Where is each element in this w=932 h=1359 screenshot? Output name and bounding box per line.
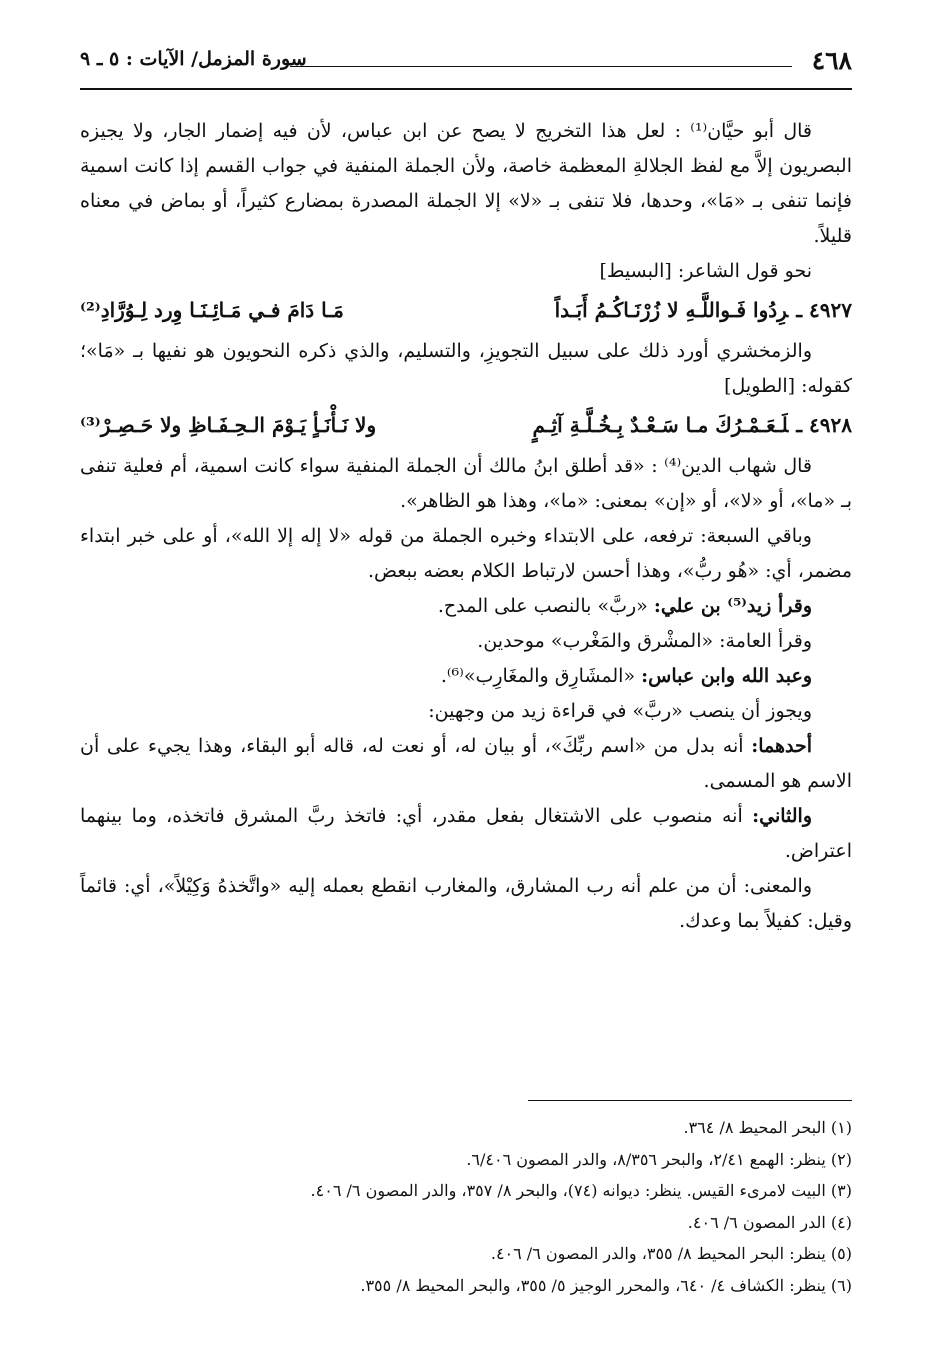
verse-second-hemistich: مَـا دَامَ فـي مَـائِـنَـا وِرد لِـوُرَّادِ⁽²⁾ — [80, 298, 344, 322]
paragraph-text: «المشَارِق والمغَارِب»⁽⁶⁾. — [440, 665, 642, 687]
paragraph-two-aspects: ويجوز أن ينصب «ربَّ» في قراءة زيد من وجهين: — [428, 700, 812, 722]
verse-number: ٤٩٢٨ ـ — [796, 413, 852, 437]
poem-verse-4928 — [80, 408, 852, 443]
bold-lead: وعبد الله وابن عباس: — [641, 665, 812, 687]
footnote-separator — [528, 1100, 852, 1101]
footnote-2: (٢) ينظر: الهمع ٢/٤١، والبحر ٨/٣٥٦، والدر المصون ٦/٤٠٦. — [466, 1149, 852, 1169]
paragraph-second-aspect — [80, 799, 852, 869]
paragraph-zayd-reading — [80, 589, 852, 624]
footnote-4: (٤) الدر المصون ٦/ ٤٠٦. — [687, 1212, 852, 1232]
verse-number: ٤٩٢٧ ـ — [796, 298, 852, 322]
paragraph-text: «ربَّ» بالنصب على المدح. — [437, 595, 654, 617]
verse-first-hemistich: لَـعَـمْـرُكَ مـا سَـعْـدٌ بِـخُـلَّـةِ آثِـمٍ — [532, 413, 789, 437]
paragraph-zamakhshari: والزمخشري أورد ذلك على سبيل التجويزِ، والتسليم، والذي ذكره النحويون هو نفيها بـ «مَا»؛ كقوله: [الطويل] — [80, 340, 852, 397]
bold-lead: وقرأ زيد⁽⁵⁾ بن علي: — [653, 595, 812, 617]
paragraph-shihab-aldin: قال شهاب الدين⁽⁴⁾ : «قد أطلق ابنُ مالك أن الجملة المنفية سواء كانت اسمية، أم فعلية تنفى بـ «ما»، أو «لا»، أو «إن» بمعنى: «ما»، وهذا هو الظاهر». — [80, 455, 852, 512]
verse-first-hemistich: رِدُوا فَـواللَّـهِ لا زُرْنَـاكُـمُ أَبَـداً — [554, 298, 789, 322]
footnote-6: (٦) ينظر: الكشاف ٤/ ٦٤٠، والمحرر الوجيز ٥/ ٣٥٥، والبحر المحيط ٨/ ٣٥٥. — [360, 1275, 852, 1295]
footnote-5: (٥) ينظر: البحر المحيط ٨/ ٣٥٥، والدر المصون ٦/ ٤٠٦. — [490, 1244, 852, 1263]
header-rule — [80, 88, 852, 90]
paragraph-meaning: والمعنى: أن من علم أنه رب المشارق، والمغارب انقطع بعمله إليه «واتَّخذهُ وَكِيْلاً»، أي: قائماً وقيل: كفيلاً بما وعدك. — [80, 875, 852, 932]
footnote-1: (١) البحر المحيط ٨/ ٣٦٤. — [683, 1118, 852, 1137]
footnotes — [80, 1112, 852, 1301]
page-number: ٤٦٨ — [811, 46, 852, 75]
paragraph-abu-hayyan: قال أبو حيَّان⁽¹⁾ : لعل هذا التخريج لا يصح عن ابن عباس، لأن فيه إضمار الجار، ولا يجيزه البصريون إلاَّ مع لفظ الجلالةِ المعظمة خاصة، ولأن الجملة المنفية في جواب القسم إذا كانت اسمية فإنما تنفى بـ «مَا»، وحدها، فلا تنفى بـ «لا» إلا الجملة المصدرة بمضارع كثيراً، أو بماض في معناه قليلاً. — [80, 120, 852, 247]
bold-lead: أحدهما: — [751, 735, 812, 757]
paragraph-first-aspect — [80, 729, 852, 799]
paragraph-seven-readers: وباقي السبعة: ترفعه، على الابتداء وخبره الجملة من قوله «لا إله إلا الله»، أو على خبر ابتداء مضمر، أي: «هُو ربُّ»، وهذا أحسن لارتباط الكلام بعضه ببعض. — [80, 525, 852, 582]
paragraph-common-reading: وقرأ العامة: «المشْرق والمَغْرب» موحدين. — [477, 630, 812, 652]
paragraph-text: أنه منصوب على الاشتغال بفعل مقدر، أي: فاتخذ ربَّ المشرق فاتخذه، وما بينهما اعتراض. — [80, 805, 852, 862]
paragraph-poet-intro: نحو قول الشاعر: [البسيط] — [599, 260, 812, 282]
poem-verse-4927 — [80, 293, 852, 328]
verse-second-hemistich: ولا نَـأْنَـأٍ يَـوْمَ الـحِـفَـاظِ ولا حَـصِـرْ⁽³⁾ — [80, 413, 377, 437]
paragraph-text: أنه بدل من «اسم ربِّكَ»، أو بيان له، أو نعت له، قاله أبو البقاء، وهذا يجيء على أن الاسم هو المسمى. — [80, 735, 852, 792]
bold-lead: والثاني: — [752, 805, 812, 827]
running-title: سورة المزمل/ الآيات : ٥ ـ ٩ — [80, 48, 307, 70]
footnote-3: (٣) البيت لامرىء القيس. ينظر: ديوانه (٧٤)، والبحر ٨/ ٣٥٧، والدر المصون ٦/ ٤٠٦. — [310, 1181, 852, 1200]
main-text — [80, 114, 852, 939]
header-inner-rule — [290, 66, 792, 67]
paragraph-abdullah-reading — [80, 659, 852, 694]
